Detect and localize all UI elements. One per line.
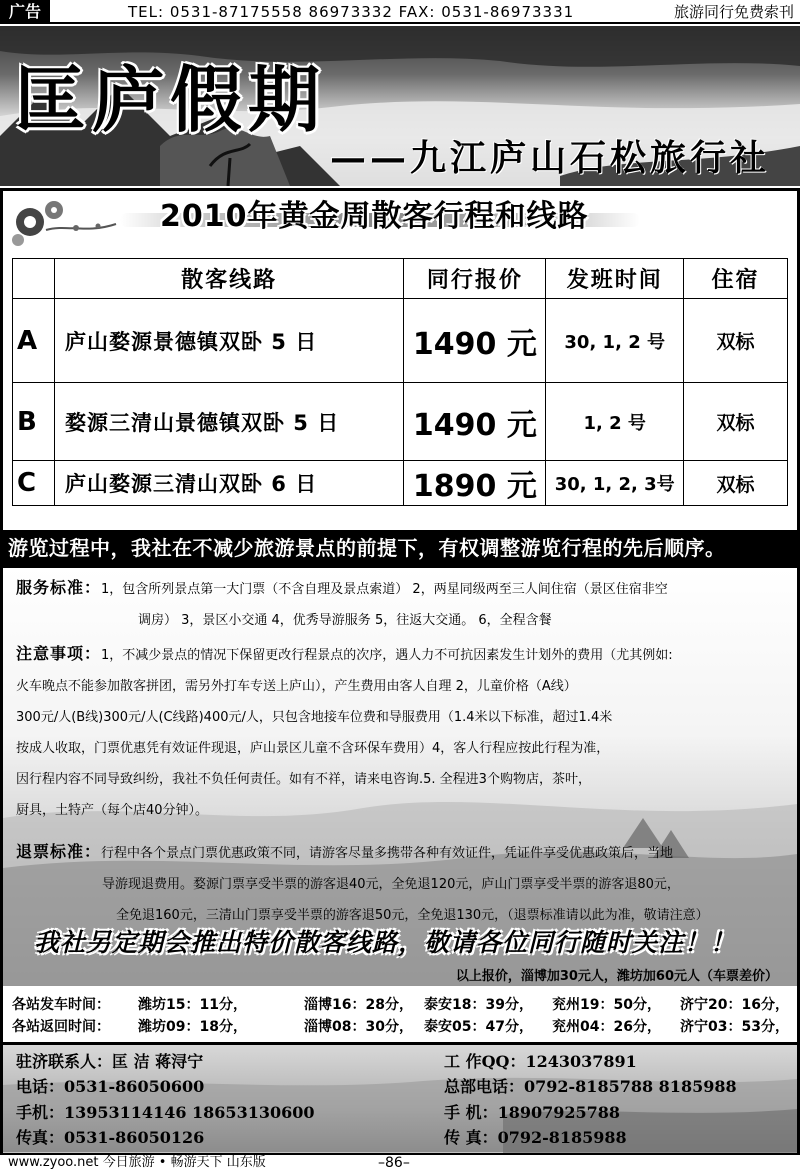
table-row <box>13 383 788 461</box>
route-price: 1890 元 <box>404 461 546 506</box>
hq-fax: 传 真：0792-8185988 <box>444 1128 627 1147</box>
ad-label: 广告 <box>0 0 50 24</box>
refund-label: 退票标准： <box>16 842 102 861</box>
notes-line: 因行程内容不同导致纠纷，我社不负任何责任。如有不祥，请来电咨询.5. 全程进3个购物店，茶叶， <box>16 772 591 787</box>
departure-time: 潍坊15：11分， <box>138 997 247 1013</box>
route-code: A <box>13 299 55 383</box>
header-price: 同行报价 <box>404 259 546 299</box>
notes-line: 厨具，土特产（每个店40分钟）。 <box>16 803 209 818</box>
route-code: B <box>13 383 55 461</box>
notes-line: 1，不减少景点的情况下保留更改行程景点的次序，遇人力不可抗因素发生计划外的费用（尤其例如: <box>101 648 673 663</box>
jinan-phone: 电话：0531-86050600 <box>16 1077 205 1096</box>
table-row <box>13 461 788 506</box>
route-price: 1490 元 <box>404 383 546 461</box>
return-time: 济宁03：53分， <box>680 1019 789 1035</box>
refund-line: 全免退160元，三清山门票享受半票的游客退50元，全免退130元，（退票标准请以此为准，敬请注意） <box>116 908 709 923</box>
jinan-contact-person: 驻济联系人：匡 洁 蒋浔宁 <box>16 1052 204 1071</box>
index-label: 旅游同行免费索刊 <box>673 3 794 21</box>
departure-time: 淄博16：28分， <box>304 997 413 1013</box>
departure-time: 济宁20：16分， <box>680 997 789 1013</box>
departure-time: 泰安18：39分， <box>424 997 533 1013</box>
hq-phone: 总部电话：0792-8185788 8185988 <box>444 1077 737 1096</box>
refund-line: 行程中各个景点门票优惠政策不同，请游客尽量多携带各种有效证件，凭证件享受优惠政策后，当地 <box>101 846 674 861</box>
header-dates: 发班时间 <box>546 259 684 299</box>
brand-title: 匡庐假期 <box>14 58 327 142</box>
hq-mobile: 手 机：18907925788 <box>444 1103 621 1122</box>
route-stay: 双标 <box>684 299 788 383</box>
top-contact: TEL: 0531-87175558 86973332 FAX: 0531-86973331 <box>128 3 575 21</box>
departure-time: 兖州19：50分， <box>552 997 661 1013</box>
route-name: 庐山婺源景德镇双卧 5 日 <box>54 299 403 383</box>
service-label: 服务标准： <box>16 578 102 597</box>
service-line: 调房） 3，景区小交通 4，优秀导游服务 5，往返大交通。 6，全程含餐 <box>138 613 552 628</box>
return-time: 淄博08：30分， <box>304 1019 413 1035</box>
service-standards <box>16 572 786 636</box>
header-route: 散客线路 <box>54 259 403 299</box>
surcharge-note: 以上报价，淄博加30元人，潍坊加60元人（车票差价） <box>455 969 778 984</box>
route-name: 庐山婺源三清山双卧 6 日 <box>54 461 403 506</box>
route-stay: 双标 <box>684 461 788 506</box>
table-row <box>13 299 788 383</box>
refund-section <box>16 836 786 931</box>
refund-line: 导游现退费用。婺源门票享受半票的游客退40元，全免退120元，庐山门票享受半票的游客退80元， <box>102 877 680 892</box>
flower-decoration-icon <box>6 194 136 248</box>
jinan-fax: 传真：0531-86050126 <box>16 1128 205 1147</box>
work-qq: 工 作QQ：1243037891 <box>444 1052 637 1071</box>
notes-label: 注意事项： <box>16 644 102 663</box>
route-stay: 双标 <box>684 383 788 461</box>
page-number: –86– <box>378 1155 410 1171</box>
route-dates: 1, 2 号 <box>546 383 684 461</box>
routes-table <box>12 258 788 506</box>
route-name: 婺源三清山景德镇双卧 5 日 <box>54 383 403 461</box>
return-label: 各站返回时间： <box>12 1019 110 1035</box>
promo-banner: 我社另定期会推出特价散客线路，敬请各位同行随时关注！！ <box>34 928 737 957</box>
route-dates: 30, 1, 2 号 <box>546 299 684 383</box>
notes-section <box>16 638 786 826</box>
footer-publication: www.zyoo.net 今日旅游 • 畅游天下 山东版 <box>8 1155 266 1170</box>
notice-text: 游览过程中，我社在不减少旅游景点的前提下，有权调整游览行程的先后顺序。 <box>8 536 726 560</box>
route-dates: 30, 1, 2, 3号 <box>546 461 684 506</box>
jinan-mobile: 手机：13953114146 18653130600 <box>16 1103 315 1122</box>
return-time: 潍坊09：18分， <box>138 1019 247 1035</box>
notes-line: 火车晚点不能参加散客拼团，需另外打车专送上庐山），产生费用由客人自理 2，儿童价格（A线） <box>16 679 577 694</box>
departure-label: 各站发车时间： <box>12 997 110 1013</box>
departure-times <box>12 995 792 1015</box>
header-code <box>13 259 55 299</box>
return-time: 泰安05：47分， <box>424 1019 533 1035</box>
service-line: 1，包含所列景点第一大门票（不含自理及景点索道） 2，两星同级两至三人间住宿（景区住宿非空 <box>101 582 668 597</box>
notes-line: 300元/人(B线)300元/人(C线路)400元/人，只包含地接车位费和导服费用（1.4米以下标准，超过1.4米 <box>16 710 613 725</box>
header-stay: 住宿 <box>684 259 788 299</box>
route-code: C <box>13 461 55 506</box>
route-price: 1490 元 <box>404 299 546 383</box>
notes-line: 按成人收取，门票优惠凭有效证件现退，庐山景区儿童不含环保车费用）4，客人行程应按此行程为准， <box>16 741 610 756</box>
page-heading: 2010年黄金周散客行程和线路 <box>160 199 589 234</box>
brand-subtitle: ——九江庐山石松旅行社 <box>330 137 771 179</box>
return-time: 兖州04：26分， <box>552 1019 661 1035</box>
return-times <box>12 1017 792 1037</box>
banner <box>0 26 800 186</box>
table-header-row <box>13 259 788 299</box>
